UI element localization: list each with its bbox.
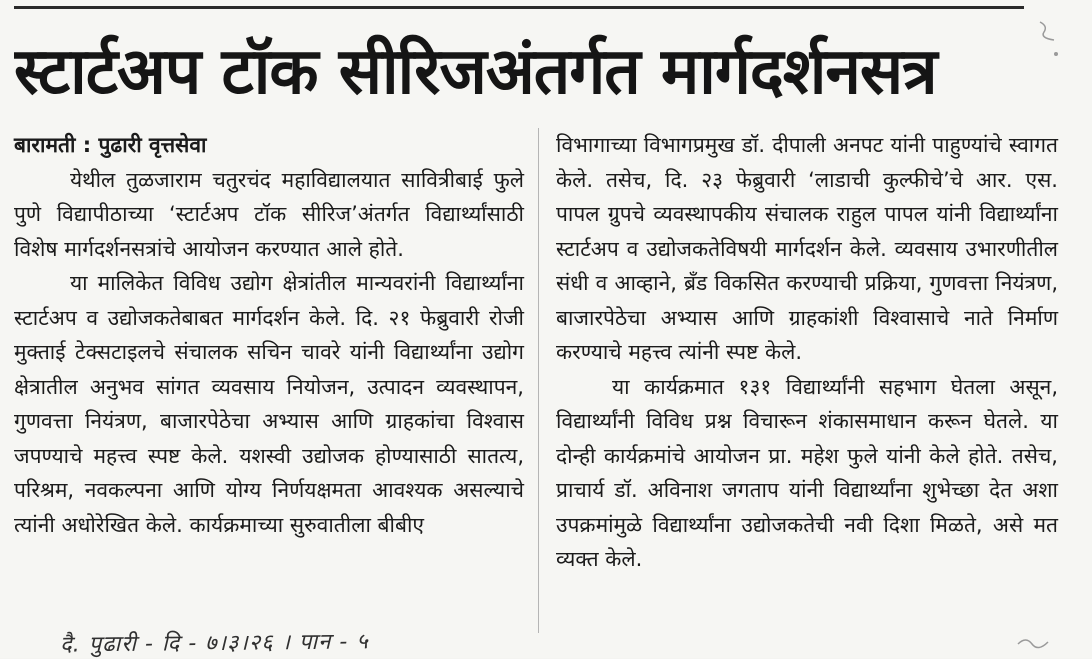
- pen-scribble-mark: [1014, 630, 1064, 650]
- byline: बारामती : पुढारी वृत्तसेवा: [14, 133, 207, 157]
- left-column: [14, 128, 524, 542]
- right-paragraph-1: विभागाच्या विभागप्रमुख डॉ. दीपाली अनपट यांनी पाहुण्यांचे स्वागत केले. तसेच, दि. २३ फेब्रुवारी ‘लाडाची कुल्फीचे’चे आर. एस. पापल ग्रुपचे व्यवस्थापकीय संचालक राहुल पापल यांनी विद्यार्थ्यांना स्टार्टअप व उद्योजकतेविषयी मार्गदर्शन केले. व्यवसाय उभारणीतील संधी व आव्हाने, ब्रँड विकसित करण्याची प्रक्रिया, गुणवत्ता नियंत्रण, बाजारपेठेचा अभ्यास आणि ग्राहकांशी विश्वासाचे नाते निर्माण करण्याचे महत्त्व त्यांनी स्पष्ट केले.: [556, 133, 1058, 364]
- left-paragraph-2: या मालिकेत विविध उद्योग क्षेत्रांतील मान्यवरांनी विद्यार्थ्यांना स्टार्टअप व उद्योजकतेबाबत मार्गदर्शन केले. दि. २१ फेब्रुवारी रोजी मुक्ताई टेक्सटाइलचे संचालक सचिन चावरे यांनी विद्यार्थ्यांना उद्योग क्षेत्रातील अनुभव सांगत व्यवसाय नियोजन, उत्पादन व्यवस्थापन, गुणवत्ता नियंत्रण, बाजारपेठेचा अभ्यास आणि ग्राहकांचा विश्वास जपण्याचे महत्त्व स्पष्ट केले. यशस्वी उद्योजक होण्यासाठी सातत्य, परिश्रम, नवकल्पना आणि योग्य निर्णयक्षमता आवश्यक असल्याचे त्यांनी अधोरेखित केले. कार्यक्रमाच्या सुरुवातीला बीबीए: [14, 271, 524, 537]
- left-paragraph-1: येथील तुळजाराम चतुरचंद महाविद्यालयात सावित्रीबाई फुले पुणे विद्यापीठाच्या ‘स्टार्टअप टॉक सीरिज’अंतर्गत विद्यार्थ्यांसाठी विशेष मार्गदर्शनसत्रांचे आयोजन करण्यात आले होते.: [14, 167, 524, 261]
- right-column: [556, 128, 1058, 577]
- right-paragraph-2: या कार्यक्रमात १३१ विद्यार्थ्यांनी सहभाग घेतला असून, विद्यार्थ्यांनी विविध प्रश्न विचारून शंकासमाधान करून घेतले. या दोन्ही कार्यक्रमांचे आयोजन प्रा. महेश फुले यांनी केले होते. तसेच, प्राचार्य डॉ. अविनाश जगताप यांनी विद्यार्थ्यांना शुभेच्छा देत अशा उपक्रमांमुळे विद्यार्थ्यांना उद्योजकतेची नवी दिशा मिळते, असे मत व्यक्त केले.: [556, 374, 1058, 571]
- top-rule: [14, 6, 1024, 9]
- column-divider: [538, 128, 539, 633]
- headline: स्टार्टअप टॉक सीरिजअंतर्गत मार्गदर्शनसत्र: [14, 35, 937, 109]
- pen-scribble-mark: [1030, 14, 1070, 74]
- handwritten-source-note: दै. पुढारी - दि - ७।३।२६ । पान - ५: [59, 629, 369, 658]
